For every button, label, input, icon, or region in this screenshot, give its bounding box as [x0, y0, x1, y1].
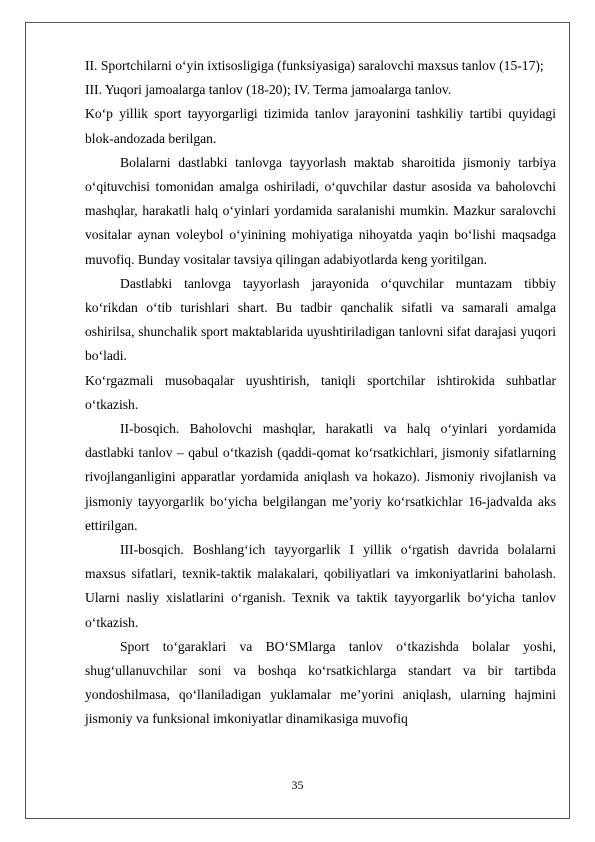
document-body [85, 54, 556, 732]
paragraph-block-scheme: Ko‘p yillik sport tayyorgarligi tizimida tanlov jarayonini tashkiliy tartibi quyidagi blok-andozada berilgan. [85, 106, 556, 146]
paragraph-preliminary-preparation: Bolalarni dastlabki tanlovga tayyorlash maktab sharoitida jismoniy tarbiya o‘qituvchisi tomonidan amalga oshiriladi, o‘quvchilar dastur asosida va baholovchi mashqlar, harakatli halq o‘yinlari yordamida saralanishi mumkin. Mazkur saralovchi vositalar aynan voleybol o‘yinining mohiyatiga nihoyatda yaqin bo‘lishi maqsadga muvofiq. Bunday vositalar tavsiya qilingan adabiyotlarda keng yoritilgan. [85, 154, 556, 267]
paragraph-stage-ii: II-bosqich. Baholovchi mashqlar, harakatli va halq o‘yinlari yordamida dastlabki tanlov – qabul o‘tkazish (qaddi-qomat ko‘rsatkichlari, jismoniy sifatlarning rivojlanganligini apparatlar yordamida aniqlash va hokazo). Jismoniy rivojlanish va jismoniy tayyorgarlik bo‘yicha belgilangan me’yoriy ko‘rsatkichlar 16-jadvalda aks ettirilgan. [85, 421, 556, 533]
paragraph-selection-ii: II. Sportchilarni o‘yin ixtisosligiga (funksiyasiga) saralovchi maxsus tanlov (15-17); [85, 58, 544, 73]
paragraph-demonstration-competitions: Ko‘rgazmali musobaqalar uyushtirish, taniqli sportchilar ishtirokida suhbatlar o‘tkazish. [85, 372, 556, 412]
paragraph-selection-iii-iv: III. Yuqori jamoalarga tanlov (18-20); IV. Terma jamoalarga tanlov. [85, 82, 452, 98]
page-number: 35 [291, 778, 304, 792]
paragraph-stage-iii: III-bosqich. Boshlang‘ich tayyorgarlik I yillik o‘rgatish davrida bolalarni maxsus sifatlari, texnik-taktik malakalari, qobiliyatlari va imkoniyatlarini baholash. Ularni nasliy xislatlarini o‘rganish. Texnik va taktik tayyorgarlik bo‘yicha tanlov o‘tkazish. [85, 542, 556, 630]
paragraph-medical-check: Dastlabki tanlovga tayyorlash jarayonida o‘quvchilar muntazam tibbiy ko‘rikdan o‘tib turishlari shart. Bu tadbir qanchalik sifatli va samarali amalga oshirilsa, shunchalik sport maktablarida uyushtiriladigan tanlovni sifat darajasi yuqori bo‘ladi. [85, 275, 556, 364]
paragraph-sport-clubs: Sport to‘garaklari va BO‘SMlarga tanlov o‘tkazishda bolalar yoshi, shug‘ullanuvchilar soni va boshqa ko‘rsatkichlarga standart va bir tartibda yondoshilmasa, qo‘llaniladigan yuklamalar me’yorini aniqlash, ularning hajmini jismoniy va funksional imkoniyatlar dinamikasiga muvofiq [85, 638, 556, 727]
